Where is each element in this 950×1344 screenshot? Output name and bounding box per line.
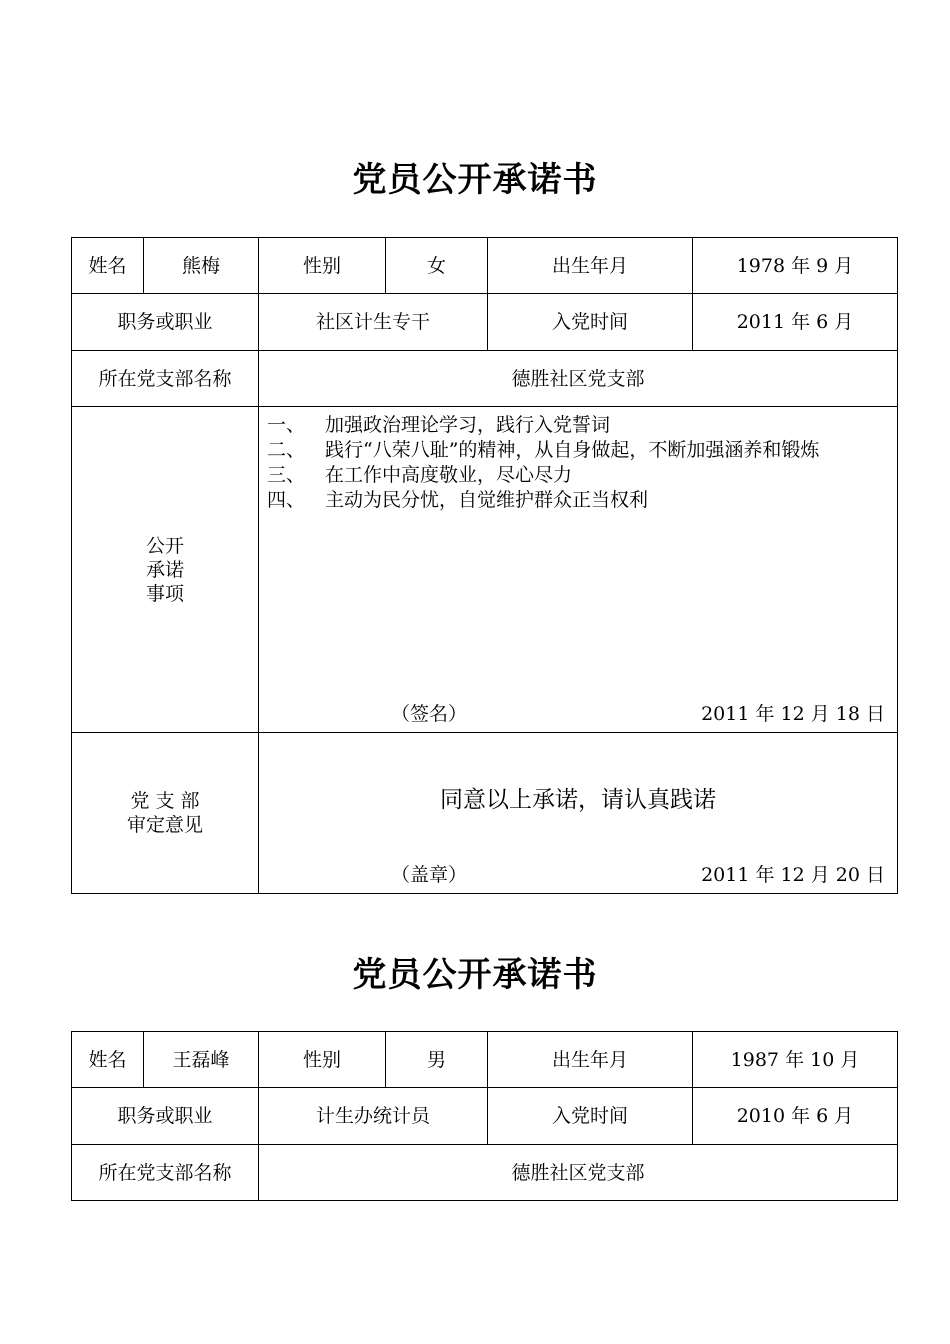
- pledge-item: [267, 463, 889, 488]
- pledge-item-text: 在工作中高度敬业，尽心尽力: [325, 464, 573, 486]
- branch-label: 所在党支部名称: [72, 351, 259, 407]
- review-label-line: 党 支 部: [130, 790, 200, 812]
- branch-label: 所在党支部名称: [72, 1145, 259, 1201]
- pledge-item-number: 三、: [267, 464, 306, 486]
- pledge-item-text: 践行“八荣八耻”的精神，从自身做起，不断加强涵养和锻炼: [325, 439, 820, 461]
- pledge-item-number: 二、: [267, 439, 306, 461]
- form-title: 党员公开承诺书: [352, 160, 598, 200]
- branch-value: 德胜社区党支部: [259, 351, 898, 407]
- review-label-line: 审定意见: [126, 814, 203, 836]
- review-label: [72, 733, 259, 894]
- gender-label: 性别: [259, 238, 386, 294]
- name-label: 姓名: [72, 1032, 144, 1088]
- name-value: 王磊峰: [144, 1032, 259, 1088]
- pledge-item-text: 加强政治理论学习，践行入党誓词: [325, 414, 611, 436]
- signature-row: [259, 702, 897, 726]
- join-date-value: 2011 年 6 月: [693, 294, 898, 351]
- pledge-form-table: [71, 1031, 898, 1201]
- pledge-label-line: 事项: [145, 582, 184, 605]
- review-opinion: 同意以上承诺，请认真践诺: [440, 787, 716, 813]
- job-label: 职务或职业: [72, 1088, 259, 1145]
- gender-value: 男: [386, 1032, 488, 1088]
- gender-label: 性别: [259, 1032, 386, 1088]
- signature-date: 2011 年 12 月 18 日: [701, 703, 885, 725]
- pledge-item: [267, 438, 889, 463]
- birth-value: 1978 年 9 月: [693, 238, 898, 294]
- pledge-form-table: [71, 237, 898, 894]
- seal-label: （盖章）: [391, 864, 468, 886]
- signature-label: （签名）: [391, 703, 468, 725]
- form-title: 党员公开承诺书: [352, 955, 598, 995]
- review-opinion-cell: [259, 733, 898, 894]
- birth-label: 出生年月: [488, 238, 693, 294]
- pledge-item: [267, 413, 889, 438]
- birth-value: 1987 年 10 月: [693, 1032, 898, 1088]
- join-date-value: 2010 年 6 月: [693, 1088, 898, 1145]
- name-label: 姓名: [72, 238, 144, 294]
- pledge-label-line: 公开: [145, 534, 184, 557]
- branch-value: 德胜社区党支部: [259, 1145, 898, 1201]
- seal-row: [259, 863, 897, 887]
- pledge-items-label: [72, 407, 259, 733]
- pledge-item-text: 主动为民分忧，自觉维护群众正当权利: [325, 489, 649, 511]
- join-date-label: 入党时间: [488, 294, 693, 351]
- name-value: 熊梅: [144, 238, 259, 294]
- gender-value: 女: [386, 238, 488, 294]
- pledge-item: [267, 488, 889, 513]
- pledge-label-line: 承诺: [145, 558, 184, 581]
- pledge-item-number: 四、: [267, 489, 306, 511]
- pledge-items-cell: [259, 407, 898, 733]
- pledge-list: [259, 407, 897, 513]
- join-date-label: 入党时间: [488, 1088, 693, 1145]
- job-value: 社区计生专干: [259, 294, 488, 351]
- pledge-item-number: 一、: [267, 414, 306, 436]
- birth-label: 出生年月: [488, 1032, 693, 1088]
- seal-date: 2011 年 12 月 20 日: [701, 864, 885, 886]
- job-value: 计生办统计员: [259, 1088, 488, 1145]
- job-label: 职务或职业: [72, 294, 259, 351]
